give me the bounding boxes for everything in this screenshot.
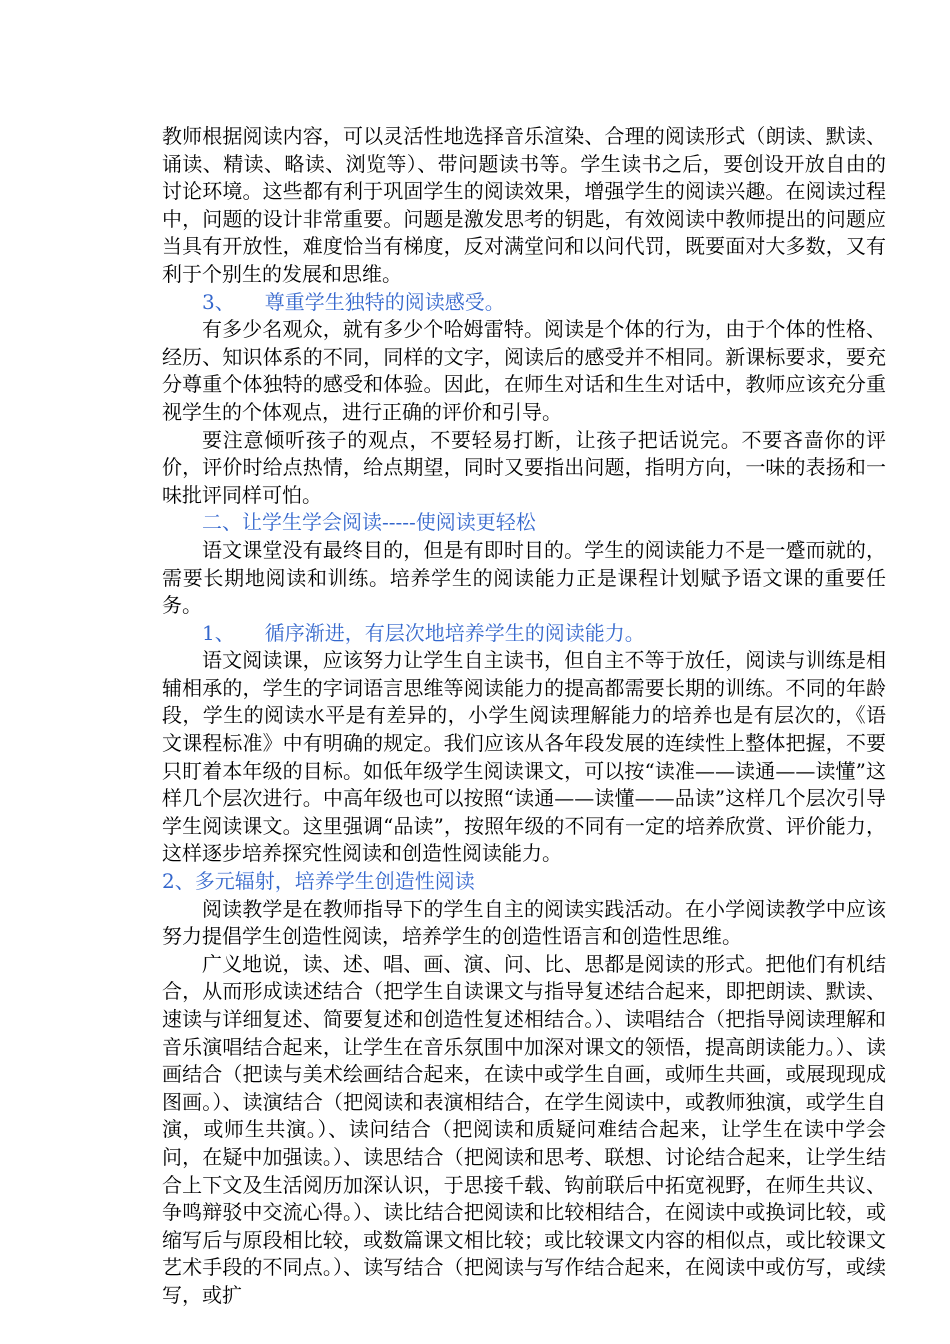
section-heading: 2、多元辐射，培养学生创造性阅读 (162, 869, 475, 894)
document-body (162, 123, 886, 1310)
heading-number: 3、 (202, 289, 235, 314)
paragraph: 语文课堂没有最终目的，但是有即时目的。学生的阅读能力不是一蹙而就的，需要长期地阅读和训练。培养学生的阅读能力正是课程计划赋予语文课的重要任务。 (162, 537, 886, 618)
paragraph: 语文阅读课，应该努力让学生自主读书，但自主不等于放任，阅读与训练是相辅相承的，学生的字词语言思维等阅读能力的提高都需要长期的训练。不同的年龄段，学生的阅读水平是有差异的，小学生阅读理解能力的培养也是有层次的，《语文课程标准》中有明确的规定。我们应该从各年段发展的连续性上整体把握，不要只盯着本年级的目标。如低年级学生阅读课文，可以按“读准——读通——读懂”这样几个层次进行。中高年级也可以按照“读通——读懂——品读”这样几个层次引导学生阅读课文。这里强调“品读”，按照年级的不同有一定的培养欣赏、评价能力，这样逐步培养探究性阅读和创造性阅读能力。 (162, 648, 886, 866)
paragraph: 有多少名观众，就有多少个哈姆雷特。阅读是个体的行为，由于个体的性格、经历、知识体系的不同，同样的文字，阅读后的感受并不相同。新课标要求，要充分尊重个体独特的感受和体验。因此，在师生对话和生生对话中，教师应该充分重视学生的个体观点，进行正确的评价和引导。 (162, 317, 886, 424)
section-heading (162, 620, 886, 648)
paragraph: 广义地说，读、述、唱、画、演、问、比、思都是阅读的形式。把他们有机结合，从而形成读述结合（把学生自读课文与指导复述结合起来，即把朗读、默读、速读与详细复述、简要复述和创造性复述相结合。）、读唱结合（把指导阅读理解和音乐演唱结合起来，让学生在音乐氛围中加深对课文的领悟，提高朗读能力。）、读画结合（把读与美术绘画结合起来，在读中或学生自画，或师生共画，或展现现成图画。）、读演结合（把阅读和表演相结合，在学生阅读中，或教师独演，或学生自演，或师生共演。）、读问结合（把阅读和质疑问难结合起来，让学生在读中学会问，在疑中加强读。）、读思结合（把阅读和思考、联想、讨论结合起来，让学生结合上下文及生活阅历加深认识，于思接千载、钩前联后中拓宽视野，在师生共议、争鸣辩驳中交流心得。）、读比结合把阅读和比较相结合，在阅读中或换词比较，或缩写后与原段相比较，或数篇课文相比较；或比较课文内容的相似点，或比较课文艺术手段的不同点。）、读写结合（把阅读与写作结合起来，在阅读中或仿写，或续写，或扩 (162, 951, 886, 1307)
heading-text: 尊重学生独特的阅读感受。 (264, 289, 505, 314)
paragraph: 阅读教学是在教师指导下的学生自主的阅读实践活动。在小学阅读教学中应该努力提倡学生创造性阅读，培养学生的创造性语言和创造性思维。 (162, 896, 886, 949)
chapter-heading: 二、让学生学会阅读-----使阅读更轻松 (202, 510, 536, 535)
paragraph: 教师根据阅读内容，可以灵活性地选择音乐渲染、合理的阅读形式（朗读、默读、诵读、精读、略读、浏览等）、带问题读书等。学生读书之后，要创设开放自由的讨论环境。这些都有利于巩固学生的阅读效果，增强学生的阅读兴趣。在阅读过程中，问题的设计非常重要。问题是激发思考的钥匙，有效阅读中教师提出的问题应当具有开放性，难度恰当有梯度，反对满堂问和以问代罚，既要面对大多数，又有利于个别生的发展和思维。 (162, 124, 886, 286)
heading-text: 循序渐进，有层次地培养学生的阅读能力。 (264, 620, 645, 645)
paragraph: 要注意倾听孩子的观点，不要轻易打断，让孩子把话说完。不要吝啬你的评价，评价时给点热情，给点期望，同时又要指出问题，指明方向，一味的表扬和一味批评同样可怕。 (162, 427, 886, 507)
section-heading (162, 289, 886, 317)
heading-number: 1、 (202, 620, 235, 645)
